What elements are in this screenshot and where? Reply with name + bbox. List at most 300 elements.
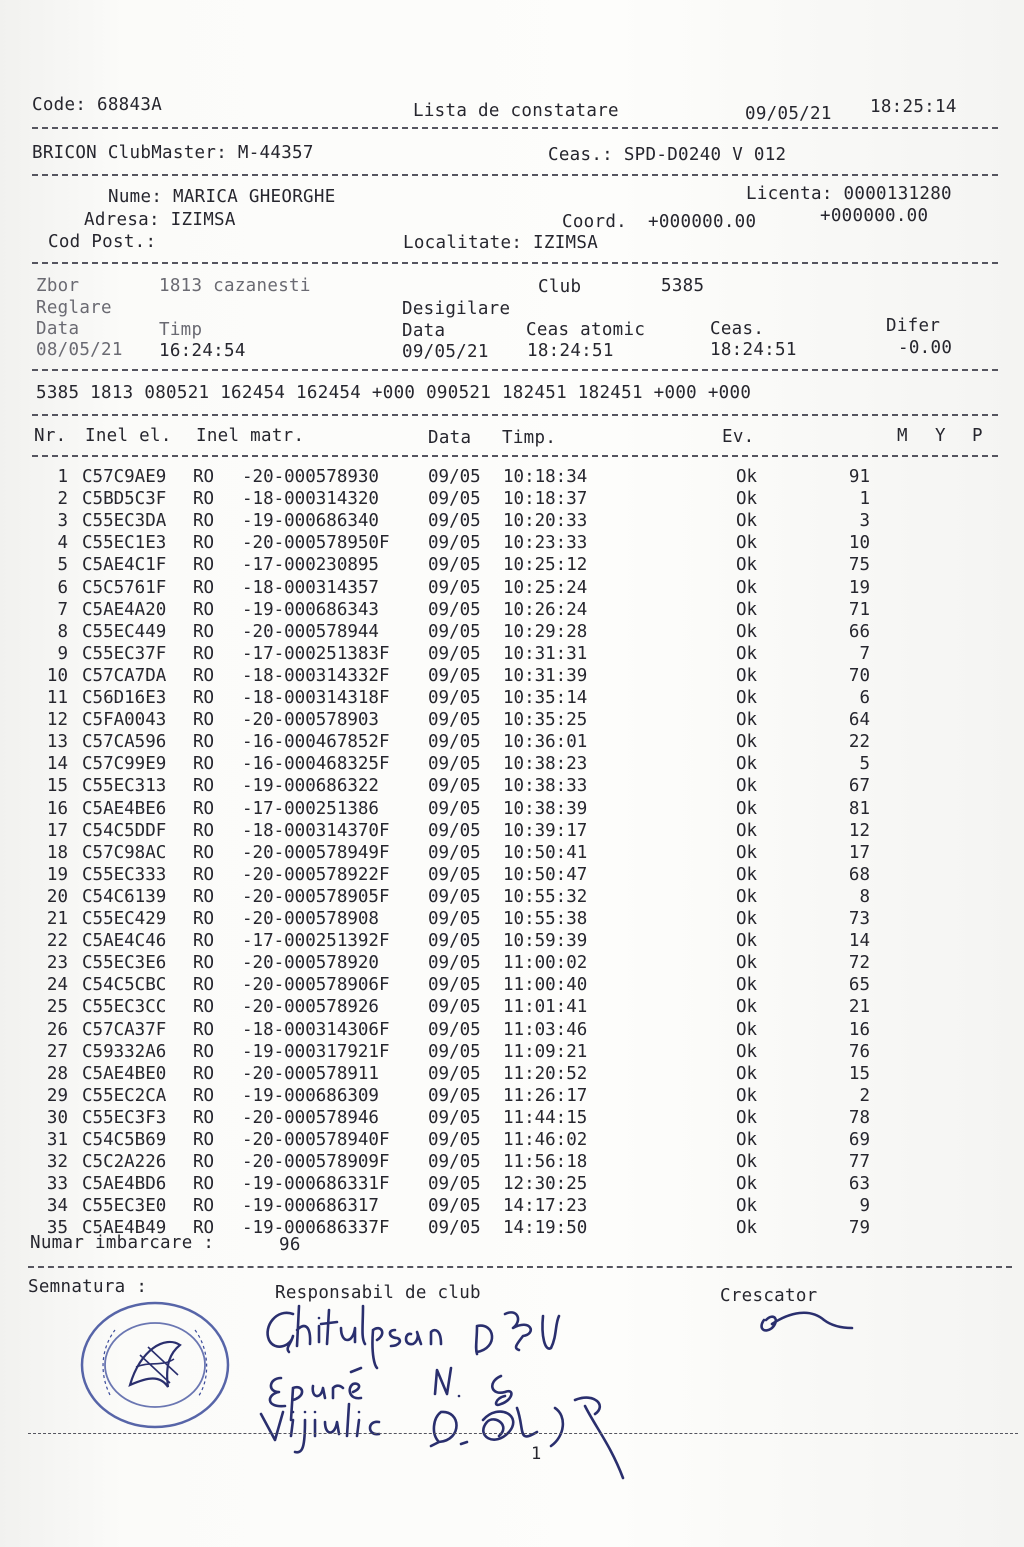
table-row [0, 842, 1024, 864]
event-status: Ok [736, 621, 758, 642]
divider [28, 1433, 1018, 1434]
event-status: Ok [736, 1152, 758, 1173]
ring-country: RO [193, 776, 215, 797]
event-status: Ok [736, 776, 758, 797]
ring-country: RO [193, 886, 215, 907]
table-row [0, 974, 1024, 996]
ring-registration: -20-000578940F [242, 1130, 390, 1150]
arrival-date: 09/05 [428, 467, 481, 487]
row-number: 17 [46, 820, 68, 841]
event-status: Ok [736, 1218, 758, 1239]
arrival-date: 09/05 [428, 533, 481, 554]
col-nr: Nr. [34, 426, 67, 446]
position-m: 71 [848, 599, 870, 620]
table-row [0, 577, 1024, 599]
event-status: Ok [736, 1019, 758, 1040]
divider [32, 414, 998, 416]
col-ev: Ev. [722, 427, 755, 447]
event-status: Ok [736, 909, 758, 929]
arrival-date: 09/05 [428, 1152, 481, 1173]
ring-electronic: C55EC1E3 [82, 533, 167, 554]
ring-registration: -18-000314332F [242, 665, 390, 686]
ring-electronic: C55EC3CC [82, 997, 167, 1018]
ring-country: RO [193, 953, 215, 974]
ceas-label: Ceas.: SPD-D0240 V 012 [548, 145, 787, 165]
ring-registration: -18-000314370F [242, 820, 390, 841]
ring-electronic: C57CA596 [82, 732, 167, 753]
ring-country: RO [193, 621, 215, 642]
arrival-date: 09/05 [428, 511, 481, 532]
event-status: Ok [736, 467, 758, 487]
ring-registration: -16-000467852F [242, 732, 390, 753]
ring-electronic: C5AE4C46 [82, 931, 167, 952]
ring-electronic: C5AE4BD6 [82, 1174, 167, 1195]
arrival-date: 09/05 [428, 643, 481, 664]
event-status: Ok [736, 886, 758, 907]
arrival-date: 09/05 [428, 710, 481, 731]
table-row [0, 532, 1024, 554]
divider [32, 174, 998, 176]
position-m: 22 [848, 732, 870, 753]
table-row [0, 864, 1024, 886]
row-number: 12 [46, 710, 68, 731]
arrival-date: 09/05 [428, 953, 481, 974]
ring-registration: -18-000314320 [242, 489, 379, 510]
ring-registration: -18-000314357 [242, 577, 379, 598]
ring-country: RO [193, 931, 215, 952]
ring-electronic: C55EC333 [82, 864, 167, 885]
arrival-date: 09/05 [428, 909, 481, 929]
club-stamp-seal [70, 1295, 240, 1435]
position-m: 66 [848, 621, 870, 642]
table-row [0, 731, 1024, 753]
position-m: 77 [848, 1152, 870, 1173]
position-m: 78 [848, 1107, 870, 1128]
event-status: Ok [736, 798, 758, 819]
position-m: 21 [848, 997, 870, 1018]
ring-country: RO [193, 599, 215, 620]
position-m: 70 [848, 665, 870, 686]
event-status: Ok [736, 688, 758, 708]
position-m: 63 [848, 1174, 870, 1195]
table-row [0, 687, 1024, 709]
table-row [0, 1107, 1024, 1129]
ring-registration: -20-000578949F [242, 842, 390, 863]
table-row [0, 996, 1024, 1018]
event-status: Ok [736, 754, 758, 775]
arrival-time: 10:23:33 [503, 533, 588, 554]
row-number: 23 [46, 953, 68, 974]
ring-country: RO [193, 997, 215, 1018]
des-data: 09/05/21 [402, 342, 489, 362]
ring-electronic: C57C98AC [82, 842, 167, 863]
arrival-date: 09/05 [428, 599, 481, 620]
position-m: 79 [848, 1218, 870, 1239]
event-status: Ok [736, 1107, 758, 1128]
divider [32, 262, 998, 264]
arrival-time: 10:55:32 [503, 886, 588, 907]
ring-registration: -20-000578905F [242, 886, 390, 907]
ring-registration: -19-000686337F [242, 1218, 390, 1239]
semnatura-label: Semnatura : [28, 1277, 148, 1297]
table-row [0, 1129, 1024, 1151]
ring-country: RO [193, 1196, 215, 1217]
table-row [0, 753, 1024, 775]
row-number: 14 [46, 754, 68, 775]
ring-registration: -20-000578911 [242, 1063, 379, 1084]
row-number: 30 [46, 1107, 68, 1128]
arrival-time: 10:35:25 [503, 710, 588, 731]
row-number: 8 [57, 621, 68, 642]
ring-country: RO [193, 732, 215, 753]
arrival-time: 11:46:02 [503, 1130, 588, 1150]
ring-electronic: C57CA37F [82, 1019, 167, 1040]
divider [32, 369, 998, 371]
col-timp: Timp. [502, 428, 557, 448]
ring-electronic: C55EC2CA [82, 1085, 167, 1106]
ring-country: RO [193, 533, 215, 554]
arrival-date: 09/05 [428, 621, 481, 642]
ring-electronic: C5AE4BE0 [82, 1063, 167, 1084]
row-number: 20 [46, 886, 68, 907]
row-number: 16 [46, 798, 68, 819]
table-row [0, 1151, 1024, 1173]
ring-country: RO [193, 1130, 215, 1150]
arrival-time: 10:25:12 [503, 555, 588, 576]
arrival-date: 09/05 [428, 1174, 481, 1195]
ring-registration: -19-000686343 [242, 599, 379, 620]
arrival-date: 09/05 [428, 776, 481, 797]
table-row [0, 1195, 1024, 1217]
ring-registration: -17-000251386 [242, 798, 379, 819]
ring-electronic: C55EC3F3 [82, 1107, 167, 1128]
ring-registration: -17-000251383F [242, 643, 390, 664]
arrival-date: 09/05 [428, 1130, 481, 1150]
col-y: Y [935, 426, 946, 446]
arrival-time: 10:36:01 [503, 732, 588, 753]
table-row [0, 1085, 1024, 1107]
arrival-time: 11:03:46 [503, 1019, 588, 1040]
responsabil-label: Responsabil de club [275, 1283, 481, 1303]
table-row [0, 554, 1024, 576]
divider [32, 127, 998, 129]
ring-electronic: C59332A6 [82, 1041, 167, 1062]
ring-electronic: C55EC3E0 [82, 1196, 167, 1217]
ring-registration: -17-000251392F [242, 931, 390, 952]
ring-country: RO [193, 1041, 215, 1062]
ring-registration: -20-000578950F [242, 533, 390, 554]
row-number: 18 [46, 842, 68, 863]
ring-country: RO [193, 467, 215, 487]
col-inel-el: Inel el. [85, 426, 172, 446]
difer-value: -0.00 [898, 338, 953, 358]
row-number: 22 [46, 931, 68, 952]
ring-registration: -19-000686322 [242, 776, 379, 797]
ring-country: RO [193, 688, 215, 708]
arrival-date: 09/05 [428, 555, 481, 576]
coord-label: Coord. [562, 212, 628, 232]
event-status: Ok [736, 599, 758, 620]
row-number: 2 [57, 489, 68, 510]
table-row [0, 1019, 1024, 1041]
arrival-date: 09/05 [428, 1196, 481, 1217]
club-value: 5385 [661, 276, 705, 296]
ring-country: RO [193, 489, 215, 510]
arrival-date: 09/05 [428, 1085, 481, 1106]
reg-timp-header: Timp [159, 320, 203, 340]
event-status: Ok [736, 511, 758, 532]
des-data-header: Data [402, 321, 446, 341]
row-number: 5 [57, 555, 68, 576]
ring-country: RO [193, 820, 215, 841]
arrival-date: 09/05 [428, 820, 481, 841]
table-row [0, 621, 1024, 643]
position-m: 1 [859, 489, 870, 510]
ceas-header: Ceas. [710, 319, 765, 339]
row-number: 34 [46, 1196, 68, 1217]
arrival-date: 09/05 [428, 489, 481, 510]
table-row [0, 908, 1024, 930]
position-m: 64 [848, 710, 870, 731]
arrival-time: 10:39:17 [503, 820, 588, 841]
ring-electronic: C54C6139 [82, 886, 167, 907]
row-number: 33 [46, 1174, 68, 1195]
ring-country: RO [193, 555, 215, 576]
ring-registration: -19-000317921F [242, 1041, 390, 1062]
ring-country: RO [193, 643, 215, 664]
reglare-label: Reglare [36, 298, 112, 318]
arrival-time: 10:18:37 [503, 489, 588, 510]
ring-registration: -19-000686340 [242, 511, 379, 532]
desigilare-label: Desigilare [402, 299, 511, 319]
table-row [0, 886, 1024, 908]
event-status: Ok [736, 643, 758, 664]
ring-registration: -18-000314306F [242, 1019, 390, 1040]
position-m: 6 [859, 688, 870, 708]
position-m: 65 [848, 975, 870, 996]
position-m: 17 [848, 842, 870, 863]
arrival-time: 14:17:23 [503, 1196, 588, 1217]
ring-country: RO [193, 909, 215, 929]
position-m: 15 [848, 1063, 870, 1084]
ring-registration: -20-000578903 [242, 710, 379, 731]
licence: Licenta: 0000131280 [746, 184, 952, 204]
arrival-time: 10:38:33 [503, 776, 588, 797]
arrival-time: 11:26:17 [503, 1085, 588, 1106]
table-row [0, 1063, 1024, 1085]
position-m: 5 [859, 754, 870, 775]
arrival-time: 10:50:47 [503, 864, 588, 885]
row-number: 25 [46, 997, 68, 1018]
ring-electronic: C5C2A226 [82, 1152, 167, 1173]
table-row [0, 665, 1024, 687]
row-number: 15 [46, 776, 68, 797]
event-status: Ok [736, 1085, 758, 1106]
ring-country: RO [193, 1218, 215, 1239]
row-number: 31 [46, 1130, 68, 1150]
document-title: Lista de constatare [413, 101, 619, 121]
arrival-date: 09/05 [428, 732, 481, 753]
event-status: Ok [736, 489, 758, 510]
arrival-time: 11:00:02 [503, 953, 588, 974]
ring-registration: -20-000578922F [242, 864, 390, 885]
table-row [0, 466, 1024, 488]
event-status: Ok [736, 1196, 758, 1217]
code-line: 5385 1813 080521 162454 162454 +000 090521 182451 182451 +000 +000 [36, 383, 752, 403]
arrival-time: 10:26:24 [503, 599, 588, 620]
reg-data-header: Data [36, 319, 80, 339]
coord-1: +000000.00 [648, 212, 757, 232]
ring-electronic: C5BD5C3F [82, 489, 167, 510]
row-number: 7 [57, 599, 68, 620]
row-number: 13 [46, 732, 68, 753]
table-row [0, 798, 1024, 820]
arrival-time: 11:44:15 [503, 1107, 588, 1128]
ring-electronic: C5AE4C1F [82, 555, 167, 576]
position-m: 14 [848, 931, 870, 952]
position-m: 76 [848, 1041, 870, 1062]
arrival-date: 09/05 [428, 886, 481, 907]
arrival-date: 09/05 [428, 975, 481, 996]
owner-name: Nume: MARICA GHEORGHE [108, 187, 336, 207]
table-row [0, 709, 1024, 731]
numar-imbarcare-label: Numar imbarcare : [30, 1233, 215, 1253]
ring-electronic: C57CA7DA [82, 665, 167, 686]
arrival-time: 10:18:34 [503, 467, 588, 487]
ring-electronic: C55EC449 [82, 621, 167, 642]
col-inel-matr: Inel matr. [196, 426, 305, 446]
table-row [0, 775, 1024, 797]
ring-country: RO [193, 1085, 215, 1106]
event-status: Ok [736, 953, 758, 974]
ring-country: RO [193, 577, 215, 598]
ring-electronic: C5FA0043 [82, 710, 167, 731]
position-m: 19 [848, 577, 870, 598]
row-number: 9 [57, 643, 68, 664]
ring-country: RO [193, 754, 215, 775]
position-m: 12 [848, 820, 870, 841]
arrival-time: 11:09:21 [503, 1041, 588, 1062]
ring-registration: -19-000686317 [242, 1196, 379, 1217]
ring-electronic: C55EC429 [82, 909, 167, 929]
arrival-time: 11:01:41 [503, 997, 588, 1018]
event-status: Ok [736, 1174, 758, 1195]
crescator-signature [750, 1300, 860, 1340]
event-status: Ok [736, 1063, 758, 1084]
reg-data: 08/05/21 [36, 340, 123, 360]
locality: Localitate: IZIMSA [403, 233, 599, 253]
arrival-date: 09/05 [428, 1019, 481, 1040]
event-status: Ok [736, 732, 758, 753]
ring-country: RO [193, 798, 215, 819]
col-p: P [972, 426, 983, 446]
arrival-time: 11:56:18 [503, 1152, 588, 1173]
row-number: 28 [46, 1063, 68, 1084]
arrival-time: 10:25:24 [503, 577, 588, 598]
arrival-time: 11:00:40 [503, 975, 588, 996]
reg-timp: 16:24:54 [159, 341, 246, 361]
event-status: Ok [736, 710, 758, 731]
table-row [0, 643, 1024, 665]
table-row [0, 952, 1024, 974]
arrival-time: 10:38:39 [503, 798, 588, 819]
position-m: 75 [848, 555, 870, 576]
arrival-time: 12:30:25 [503, 1174, 588, 1195]
position-m: 10 [848, 533, 870, 554]
event-status: Ok [736, 842, 758, 863]
row-number: 3 [57, 511, 68, 532]
row-number: 10 [46, 665, 68, 686]
event-status: Ok [736, 820, 758, 841]
arrival-time: 10:31:31 [503, 643, 588, 664]
arrival-time: 10:50:41 [503, 842, 588, 863]
des-atomic: 18:24:51 [527, 341, 614, 361]
event-status: Ok [736, 577, 758, 598]
ring-registration: -20-000578944 [242, 621, 379, 642]
ring-registration: -20-000578909F [242, 1152, 390, 1173]
row-number: 27 [46, 1041, 68, 1062]
numar-imbarcare-value: 96 [279, 1235, 301, 1255]
postal-code: Cod Post.: [48, 232, 157, 252]
arrival-date: 09/05 [428, 1218, 481, 1239]
row-number: 19 [46, 864, 68, 885]
event-status: Ok [736, 1130, 758, 1150]
position-m: 16 [848, 1019, 870, 1040]
ring-electronic: C54C5DDF [82, 820, 167, 841]
event-status: Ok [736, 665, 758, 686]
ring-electronic: C56D16E3 [82, 688, 167, 708]
ring-country: RO [193, 710, 215, 731]
header-time: 18:25:14 [870, 97, 957, 117]
ring-electronic: C5AE4A20 [82, 599, 167, 620]
ring-electronic: C55EC3E6 [82, 953, 167, 974]
row-number: 6 [57, 577, 68, 598]
arrival-date: 09/05 [428, 577, 481, 598]
header-date: 09/05/21 [745, 104, 832, 124]
position-m: 9 [859, 1196, 870, 1217]
row-number: 29 [46, 1085, 68, 1106]
event-status: Ok [736, 864, 758, 885]
difer-header: Difer [886, 316, 941, 336]
page-number: 1 [531, 1444, 542, 1464]
arrival-time: 10:35:14 [503, 688, 588, 708]
row-number: 21 [46, 909, 68, 929]
ring-registration: -19-000686331F [242, 1174, 390, 1195]
ring-country: RO [193, 975, 215, 996]
ring-country: RO [193, 1063, 215, 1084]
event-status: Ok [736, 975, 758, 996]
ring-electronic: C55EC3DA [82, 511, 167, 532]
ring-electronic: C5AE4B49 [82, 1218, 167, 1239]
ring-electronic: C5AE4BE6 [82, 798, 167, 819]
position-m: 8 [859, 886, 870, 907]
arrival-time: 10:55:38 [503, 909, 588, 929]
arrival-date: 09/05 [428, 665, 481, 686]
arrival-date: 09/05 [428, 1041, 481, 1062]
table-row [0, 1041, 1024, 1063]
ring-country: RO [193, 1107, 215, 1128]
event-status: Ok [736, 997, 758, 1018]
table-row [0, 1173, 1024, 1195]
signatures-handwritten [255, 1296, 635, 1481]
arrival-time: 10:31:39 [503, 665, 588, 686]
arrival-time: 14:19:50 [503, 1218, 588, 1239]
des-ceas: 18:24:51 [710, 340, 797, 360]
position-m: 73 [848, 909, 870, 929]
position-m: 81 [848, 798, 870, 819]
ring-country: RO [193, 1152, 215, 1173]
position-m: 68 [848, 864, 870, 885]
